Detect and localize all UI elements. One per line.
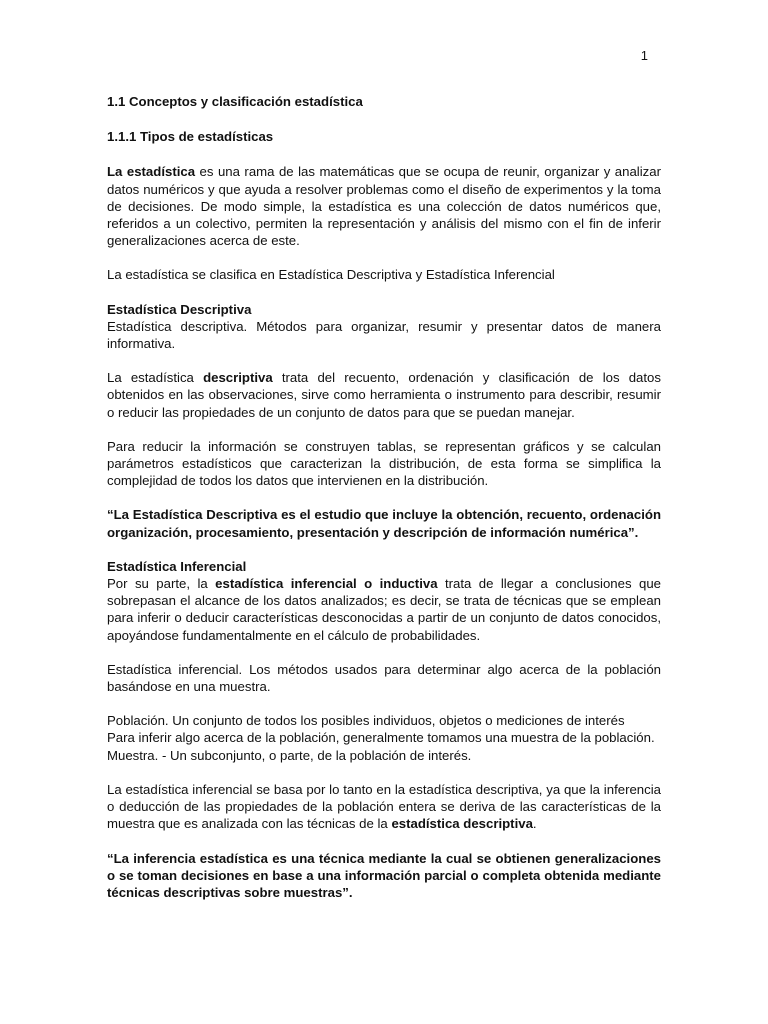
section-title-inferencial: Estadística Inferencial: [107, 558, 247, 574]
inferencial-bold: estadística inferencial o inductiva: [215, 576, 438, 592]
intro-text: es una rama de las matemáticas que se ocupa de reunir, organizar y analizar datos numéricos y que ayuda a resolver problemas como el diseño de experimentos y la toma de decisiones. De modo simple, la estadística es una colección de datos numéricos que, referidos a un colectivo, permiten la representación y análisis del mismo con el fin de inferir generalizaciones acerca de este.: [107, 164, 661, 249]
definition-descriptiva: Estadística descriptiva. Métodos para organizar, resumir y presentar datos de manera informativa.: [107, 318, 661, 352]
paragraph-base-descriptiva: [107, 781, 661, 833]
base-text-post: .: [532, 816, 537, 832]
descriptiva-bold: descriptiva: [203, 370, 273, 386]
document-body: [107, 93, 661, 918]
inferencial-text-post: trata de llegar a conclusiones que sobrepasan el alcance de los datos analizados; es decir, se trata de técnicas que se emplean para inferir o deducir características desconocidas a partir de un conjunto de datos conocidos, apoyándose fundamentalmente en el cálculo de probabilidades.: [107, 576, 661, 643]
inferencial-text-pre: Por su parte, la: [107, 576, 216, 592]
paragraph-intro: [107, 163, 661, 249]
paragraph-classification: La estadística se clasifica en Estadística Descriptiva y Estadística Inferencial: [107, 267, 555, 283]
descriptiva-text-post: trata del recuento, ordenación y clasificación de los datos obtenidos en las observaciones, sirve como herramienta o instrumento para describir, resumir o reducir las propiedades de un conjunto de datos para que se puedan manejar.: [107, 370, 661, 420]
heading-conceptos: 1.1 Conceptos y clasificación estadística: [107, 94, 363, 109]
definition-poblacion: Población. Un conjunto de todos los posibles individuos, objetos o mediciones de interés: [107, 713, 625, 729]
definition-muestra: Muestra. - Un subconjunto, o parte, de la población de interés.: [107, 747, 472, 763]
heading-tipos: 1.1.1 Tipos de estadísticas: [107, 129, 274, 145]
page-number: 1: [640, 48, 648, 63]
descriptiva-text-pre: La estadística: [107, 370, 204, 386]
quote-descriptiva: “La Estadística Descriptiva es el estudio que incluye la obtención, recuento, ordenación organización, procesamiento, presentación y descripción de información numérica”.: [107, 507, 661, 540]
sentence-inferir: Para inferir algo acerca de la población, generalmente tomamos una muestra de la población.: [107, 730, 655, 746]
quote-inferencial: “La inferencia estadística es una técnica mediante la cual se obtienen generalizaciones o se toman decisiones en base a una información parcial o completa obtenida mediante técnicas descriptivas sobre muestras”.: [107, 850, 661, 900]
base-bold: estadística descriptiva: [391, 816, 533, 832]
paragraph-reducir: Para reducir la información se construyen tablas, se representan gráficos y se calculan parámetros estadísticos que caracterizan la distribución, de esta forma se simplifica la complejidad de todos los datos que intervienen en la distribución.: [107, 438, 661, 489]
section-title-descriptiva: Estadística Descriptiva: [107, 301, 252, 317]
paragraph-descriptiva: [107, 369, 661, 421]
definition-inferencial: Estadística inferencial. Los métodos usados para determinar algo acerca de la población basándose en una muestra.: [107, 661, 661, 695]
paragraph-inferencial: [107, 575, 661, 644]
base-text-pre: La estadística inferencial se basa por lo tanto en la estadística descriptiva, ya que la inferencia o deducción de las propiedades de la población entera se deriva de las características de la muestra que es analizada con las técnicas de la: [107, 781, 661, 832]
intro-bold: La estadística: [107, 164, 196, 180]
